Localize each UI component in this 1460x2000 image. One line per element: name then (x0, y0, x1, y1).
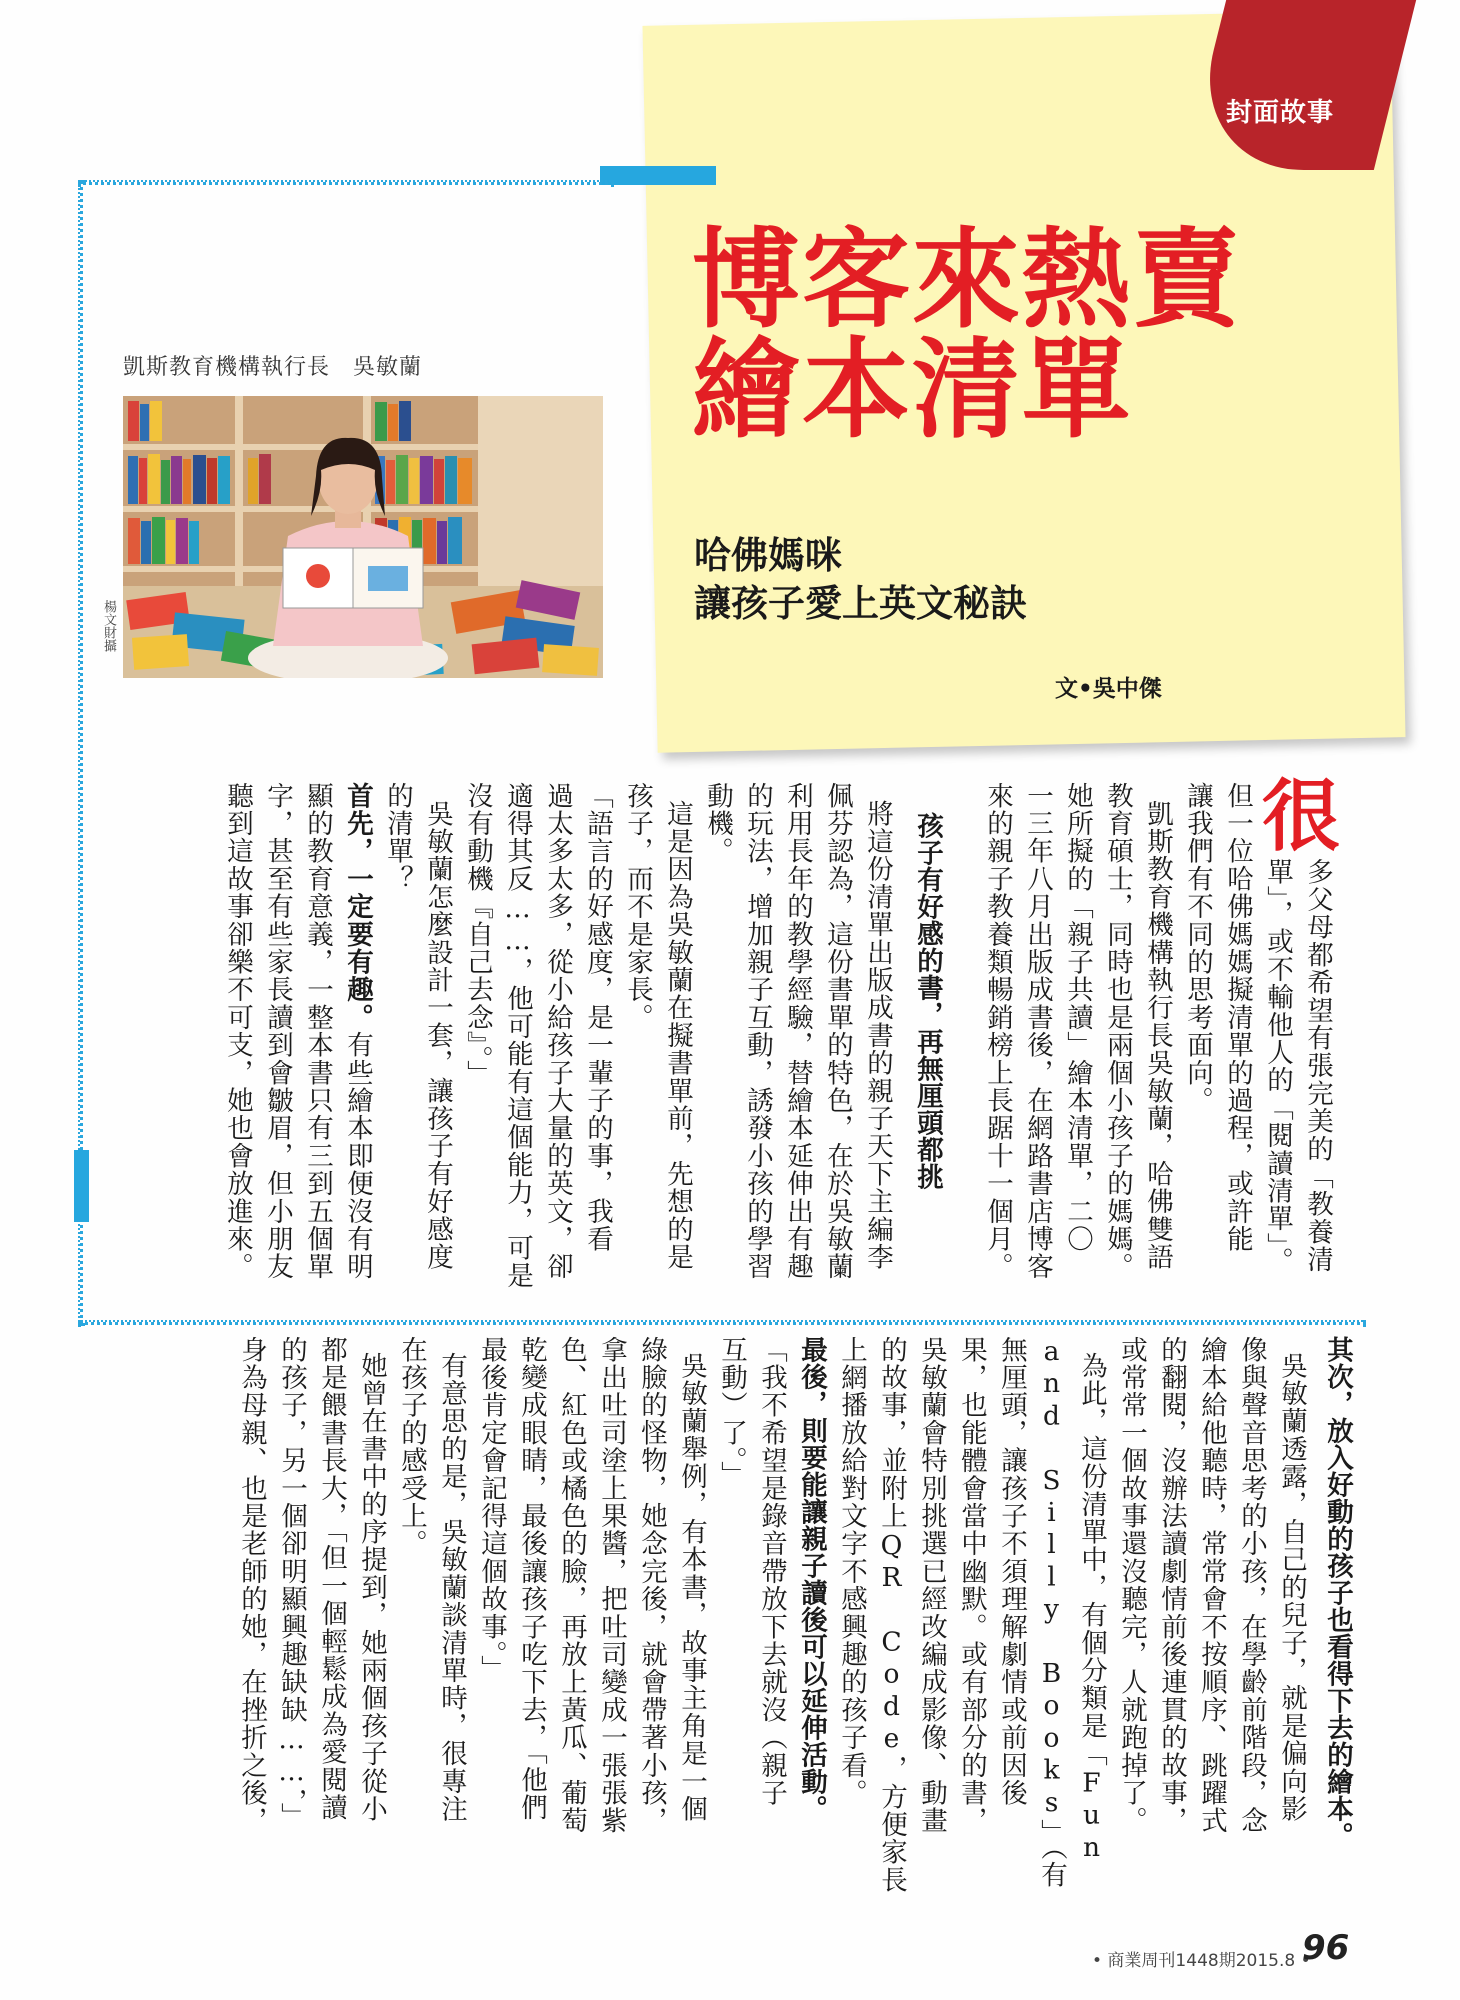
text-column: and Silly Books」（有 (1036, 1336, 1067, 1889)
text-column: 凱斯教育機構執行長吳敏蘭，哈佛雙語 (1142, 800, 1173, 1271)
photo-illustration (123, 396, 603, 678)
text-column: 她所擬的「親子共讀」繪本清單，二〇 (1062, 782, 1093, 1253)
text-column: 或常常一個故事還沒聽完，人就跑掉了。 (1116, 1336, 1147, 1835)
text-column: 利用長年的教學經驗，替繪本延伸出有趣 (782, 782, 813, 1281)
text-column: 多父母都希望有張完美的「教養清 (1302, 858, 1333, 1274)
text-column: 的故事，並附上QR Code，方便家長 (876, 1336, 907, 1894)
headline-line-2: 繪本清單 (692, 327, 1133, 453)
text-column: 一三年八月出版成書後，在網路書店博客 (1022, 782, 1053, 1281)
text-column: 有意思的是，吳敏蘭談清單時，很專注 (436, 1352, 467, 1823)
photo-credit: 楊文財攝 (101, 600, 116, 652)
page-number: 96 (1302, 1928, 1350, 1968)
text-column: 讓我們有不同的思考面向。 (1182, 782, 1213, 1115)
text-column: 吳敏蘭舉例，有本書，故事主角是一個 (676, 1352, 707, 1823)
text-column: 單」，或不輸他人的「閱讀清單」。 (1262, 858, 1293, 1275)
section-heading: 孩子有好感的書，再無厘頭都挑 (912, 812, 943, 1190)
text-column: 吳敏蘭怎麼設計一套，讓孩子有好感度 (422, 800, 453, 1271)
text-column: 身為母親、也是老師的她，在挫折之後， (236, 1336, 267, 1835)
text-column: 來的親子教養類暢銷榜上長踞十一個月。 (982, 782, 1013, 1281)
text-column: 綠臉的怪物，她念完後，就會帶著小孩， (636, 1336, 667, 1835)
text-column: 她曾在書中的序提到，她兩個孩子從小 (356, 1352, 387, 1823)
footer-publication: • 商業周刊1448期2015.8 • (1092, 1951, 1311, 1971)
text-column: 最後肯定會記得這個故事。」 (476, 1336, 507, 1683)
text-column: 過太多太多，從小給孩子大量的英文，卻 (542, 782, 573, 1281)
text-column: 動機。 (702, 782, 733, 866)
text-column: 的清單？ (382, 782, 413, 893)
text-column: 聽到這故事卻樂不可支，她也會放進來。 (222, 782, 253, 1281)
text-column: 將這份清單出版成書的親子天下主編李 (862, 800, 893, 1271)
text-column: 上網播放給對文字不感興趣的孩子看。 (836, 1336, 867, 1807)
text-column: 像與聲音思考的小孩，在學齡前階段，念 (1236, 1336, 1267, 1835)
text-column: 吳敏蘭透露，自己的兒子，就是偏向影 (1276, 1352, 1307, 1823)
text-column: 吳敏蘭會特別挑選已經改編成影像、動畫 (916, 1336, 947, 1835)
section-heading: 最後，則要能讓親子讀後可以延伸活動。 (796, 1336, 827, 1822)
text-column: 孩子，而不是家長。 (622, 782, 653, 1032)
text-column: 教育碩士，同時也是兩個小孩子的媽媽。 (1102, 782, 1133, 1281)
text-column: 但一位哈佛媽媽擬清單的過程，或許能 (1222, 782, 1253, 1253)
text-column: 繪本給他聽時，常常會不按順序、跳躍式 (1196, 1336, 1227, 1835)
dotted-rule-middle (78, 1320, 1366, 1325)
section-heading: 其次，放入好動的孩子也看得下去的繪本。 (1322, 1336, 1353, 1849)
paragraph-lead: 首先，一定要有趣。 (342, 782, 373, 1032)
text-column: 乾變成眼睛，最後讓孩子吃下去，「他們 (516, 1336, 547, 1822)
text-column: 色、紅色或橘色的臉，再放上黃瓜、葡萄 (556, 1336, 587, 1835)
subhead-line-2: 讓孩子愛上英文秘訣 (694, 582, 1027, 625)
photo-caption: 凱斯教育機構執行長 吳敏蘭 (123, 355, 423, 380)
text-column: 佩芬認為，這份書單的特色，在於吳敏蘭 (822, 782, 853, 1281)
text-column: 這是因為吳敏蘭在擬書單前，先想的是 (662, 800, 693, 1271)
text-column: 適得其反……，他可能有這個能力，可是 (502, 782, 533, 1290)
accent-bar-top (600, 166, 716, 185)
text-column: 果，也能體會當中幽默。或有部分的書， (956, 1336, 987, 1835)
text-column: 無厘頭，讓孩子不須理解劇情或前因後 (996, 1336, 1027, 1807)
text-column (338, 782, 376, 1313)
accent-bar-left (74, 1150, 89, 1222)
text-column: 「語言的好感度，是一輩子的事，我看 (582, 782, 613, 1253)
text-column: 的孩子，另一個卻明顯興趣缺缺……，」 (276, 1336, 307, 1831)
section-tag: 封面故事 (1225, 98, 1334, 128)
text-column: 為此，這份清單中，有個分類是「Fun (1076, 1352, 1107, 1865)
text-column: 互動）了。」 (716, 1336, 747, 1489)
headline-line-1: 博客來熱賣 (692, 217, 1243, 343)
subhead-line-1: 哈佛媽咪 (694, 534, 842, 577)
text-column: 的玩法，增加親子互動，誘發小孩的學習 (742, 782, 773, 1281)
text-column: 顯的教育意義，一整本書只有三到五個單 (302, 782, 333, 1281)
text-column: 在孩子的感受上。 (396, 1336, 427, 1558)
text-column: 沒有動機『自己去念』。」 (462, 782, 493, 1088)
text-column: 的翻閱，沒辦法讀劇情前後連貫的故事， (1156, 1336, 1187, 1835)
dotted-rule-top (78, 180, 614, 185)
paragraph-text: 有些繪本即便沒有明 (342, 1031, 373, 1281)
photo-author-with-books (123, 396, 603, 678)
text-column: 字，甚至有些家長讀到會皺眉，但小朋友 (262, 782, 293, 1281)
byline: 文•吳中傑 (1055, 676, 1162, 702)
text-column: 拿出吐司塗上果醬，把吐司變成一張張紫 (596, 1336, 627, 1835)
text-column: 「我不希望是錄音帶放下去就沒（親子 (756, 1336, 787, 1807)
text-column: 都是餵書長大，「但一個輕鬆成為愛閱讀 (316, 1336, 347, 1822)
drop-cap: 很 (1262, 771, 1341, 862)
